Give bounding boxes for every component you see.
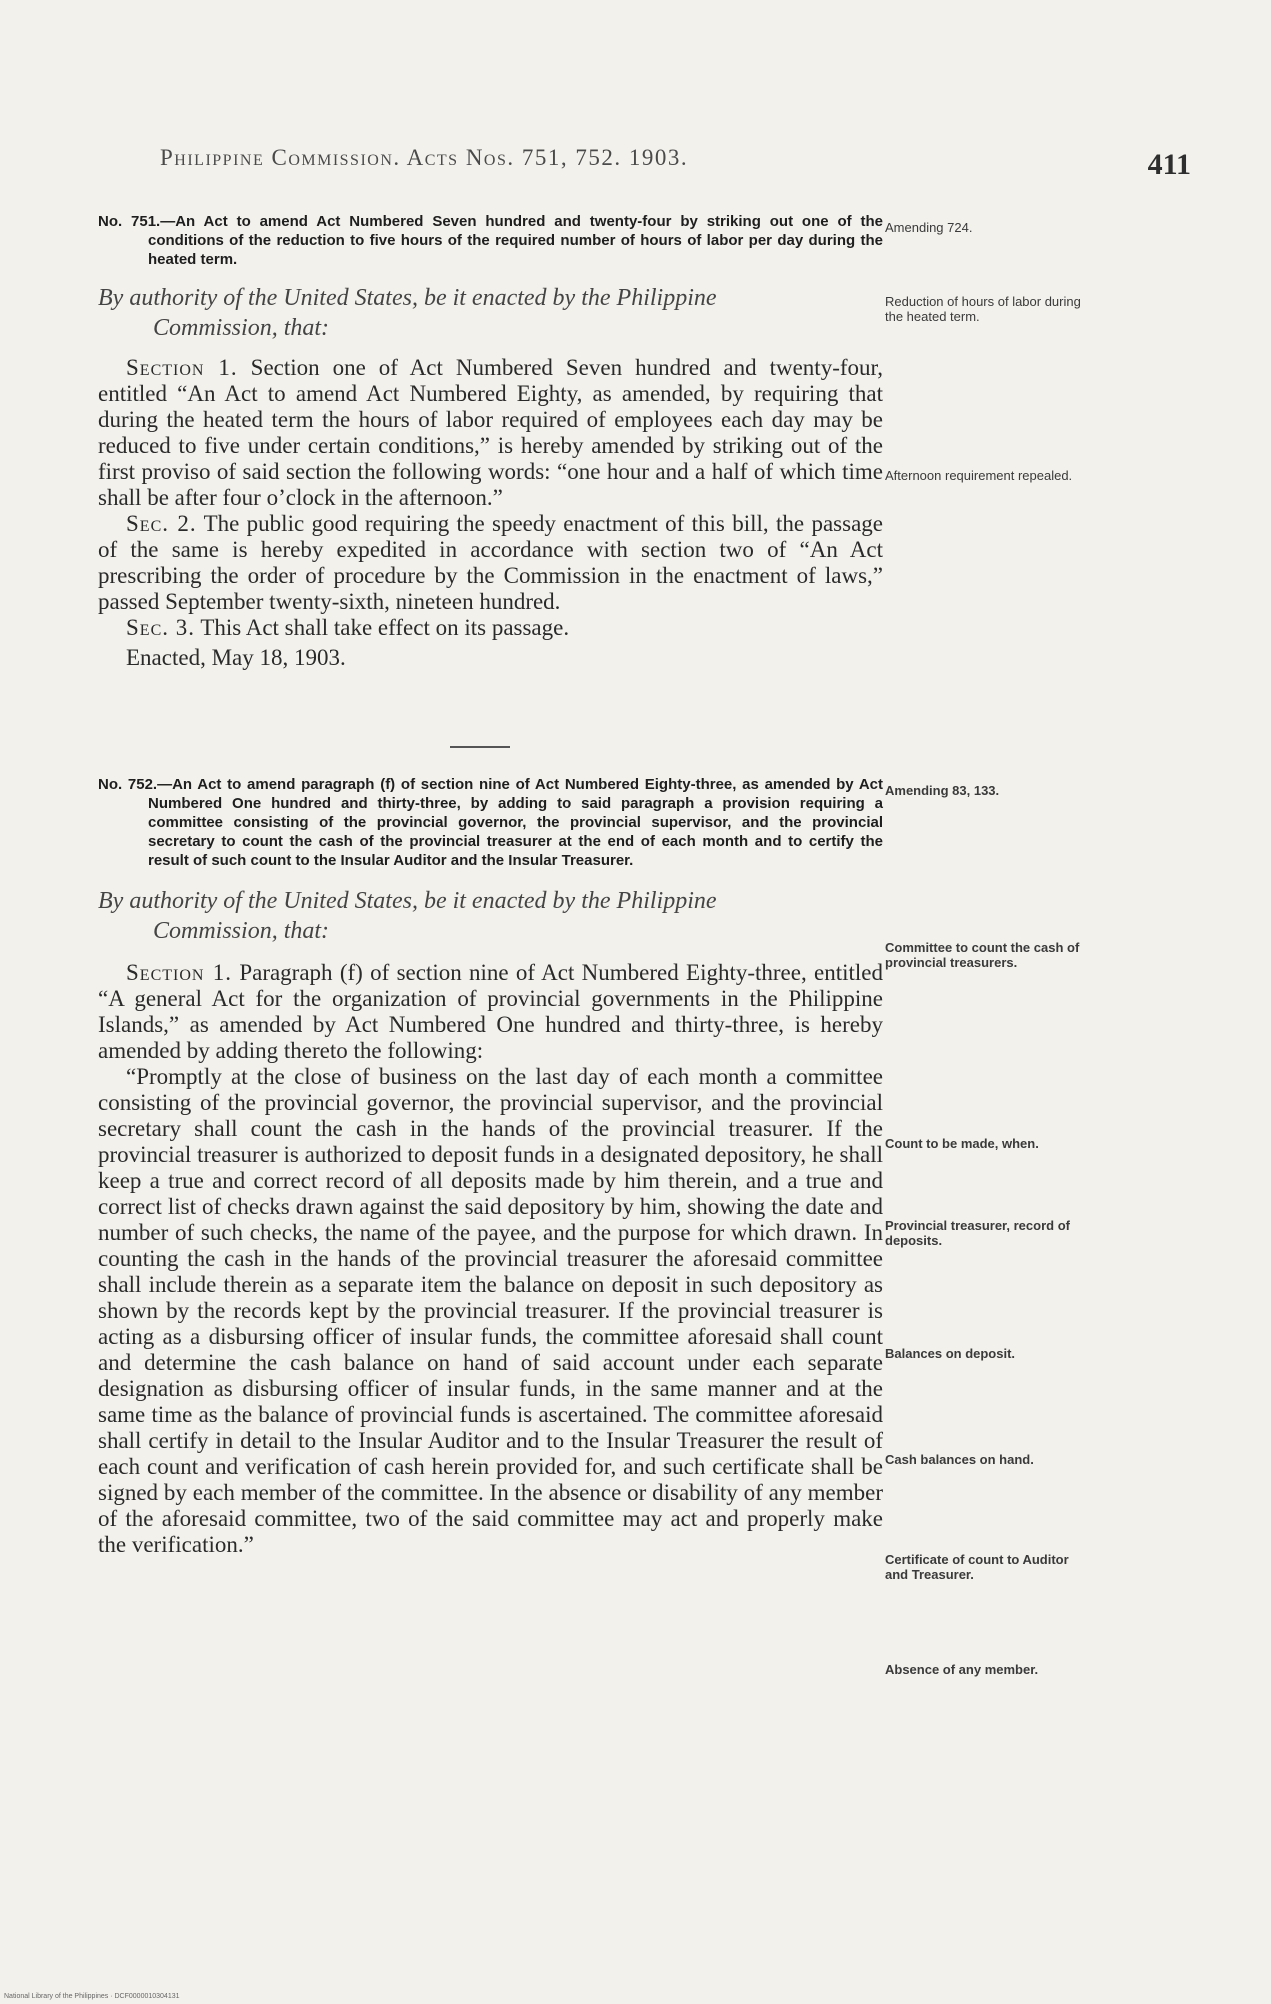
margin-note-treasurer-record: Provincial treasurer, record of deposits. — [885, 1218, 1070, 1248]
act-752-section-1 — [98, 960, 883, 1064]
act-752-body — [98, 960, 883, 1558]
act-751-enacting-clause — [98, 283, 883, 343]
margin-note-committee-count: Committee to count the cash of provincial treasurers. — [885, 940, 1080, 970]
section-label: Sec. 3. — [126, 615, 195, 640]
running-head-text: Philippine Commission. Acts Nos. 751, 752. 1903. — [160, 145, 689, 170]
section-text: Paragraph (f) of section nine of Act Numbered Eighty-three, entitled “A general Act for the organization of provincial governments in the Philippine Islands,” as amended by Act Numbered One hundred and thirty-three, is hereby amended by adding thereto the following: — [98, 960, 883, 1063]
act-752-enacting-clause — [98, 886, 883, 946]
margin-note-cash-on-hand: Cash balances on hand. — [885, 1452, 1034, 1467]
section-label: Sec. 2. — [126, 511, 197, 536]
margin-note-amending-724: Amending 724. — [885, 220, 973, 235]
enacting-line-2: Commission, that: — [153, 918, 330, 944]
running-head — [160, 145, 1200, 171]
margin-note-count-when: Count to be made, when. — [885, 1136, 1039, 1151]
section-divider — [450, 746, 510, 748]
section-text: This Act shall take effect on its passage. — [200, 615, 570, 640]
margin-note-balances-deposit: Balances on deposit. — [885, 1346, 1016, 1361]
act-752-quoted-provision: “Promptly at the close of business on the last day of each month a committee consisting of the provincial governor, the provincial supervisor, and the provincial secretary shall count the cash in the hands of the provincial treasurer. If the provincial treasurer is authorized to deposit funds in a designated depository, he shall keep a true and correct record of all deposits made by him therein, and a true and correct list of checks drawn against the said depository by him, showing the date and number of such checks, the name of the payee, and the purpose for which drawn. In counting the cash in the hands of the provincial treasurer the aforesaid committee shall include therein as a separate item the balance on deposit in such depository as shown by the records kept by the provincial treasurer. If the provincial treasurer is acting as a disbursing officer of insular funds, the committee aforesaid shall count and determine the cash balance on hand of said account under each separate designation as disbursing officer of insular funds, in the same manner and at the same time as the balance of provincial funds is ascertained. The committee aforesaid shall certify in detail to the Insular Auditor and to the Insular Treasurer the result of each count and verification of cash herein provided for, and such certificate shall be signed by each member of the committee. In the absence or disability of any member of the aforesaid committee, two of the said committee may act and properly make the verification.” — [98, 1064, 883, 1557]
enacting-line-1: By authority of the United States, be it enacted by the Philippine — [98, 888, 717, 914]
act-751-body — [98, 355, 883, 671]
act-751-heading: No. 751.—An Act to amend Act Numbered Seven hundred and twenty-four by striking out one of the conditions of the reduction to five hours of the required number of hours of labor per day during the heated term. — [98, 213, 883, 268]
page-number: 411 — [1147, 148, 1191, 181]
margin-note-absence: Absence of any member. — [885, 1662, 1039, 1677]
section-text: Section one of Act Numbered Seven hundred and twenty-four, entitled “An Act to amend Act Numbered Eighty, as amended, by requiring that during the heated term the hours of labor required of employees each day may be reduced to five under certain conditions,” is hereby amended by striking out of the first proviso of said section the following words: “one hour and a half of which time shall be after four o’clock in the afternoon.” — [98, 355, 884, 510]
margin-note-amending-83-133: Amending 83, 133. — [885, 783, 1000, 798]
margin-note-afternoon-repealed: Afternoon requirement repealed. — [885, 468, 1073, 483]
section-label: Section 1. — [126, 960, 232, 985]
section-label: Section 1. — [126, 355, 238, 380]
act-751-enacted-date: Enacted, May 18, 1903. — [126, 645, 346, 670]
act-751-section-2 — [98, 511, 883, 615]
margin-note-reduction-hours: Reduction of hours of labor during the heated term. — [885, 294, 1081, 324]
section-text: The public good requiring the speedy enactment of this bill, the passage of the same is hereby expedited in accordance with section two of “An Act prescribing the order of procedure by the Commission in the enactment of laws,” passed September twenty-sixth, nineteen hundred. — [98, 511, 883, 614]
act-752-heading: No. 752.—An Act to amend paragraph (f) of section nine of Act Numbered Eighty-three, as amended by Act Numbered One hundred and thirty-three, by adding to said paragraph a provision requiring a committee consisting of the provincial governor, the provincial supervisor, and the provincial secretary to count the cash of the provincial treasurer at the end of each month and to certify the result of such count to the Insular Auditor and the Insular Treasurer. — [98, 776, 883, 869]
enacting-line-2: Commission, that: — [153, 315, 330, 341]
act-751-section-1 — [98, 355, 883, 511]
act-751 — [98, 212, 883, 671]
enacting-line-1: By authority of the United States, be it enacted by the Philippine — [98, 285, 717, 311]
footer-scan-id: National Library of the Philippines · DCF0000010304131 — [4, 1993, 180, 2000]
act-751-section-3 — [98, 615, 883, 641]
margin-note-certificate: Certificate of count to Auditor and Treasurer. — [885, 1552, 1069, 1582]
act-752 — [98, 775, 883, 1558]
